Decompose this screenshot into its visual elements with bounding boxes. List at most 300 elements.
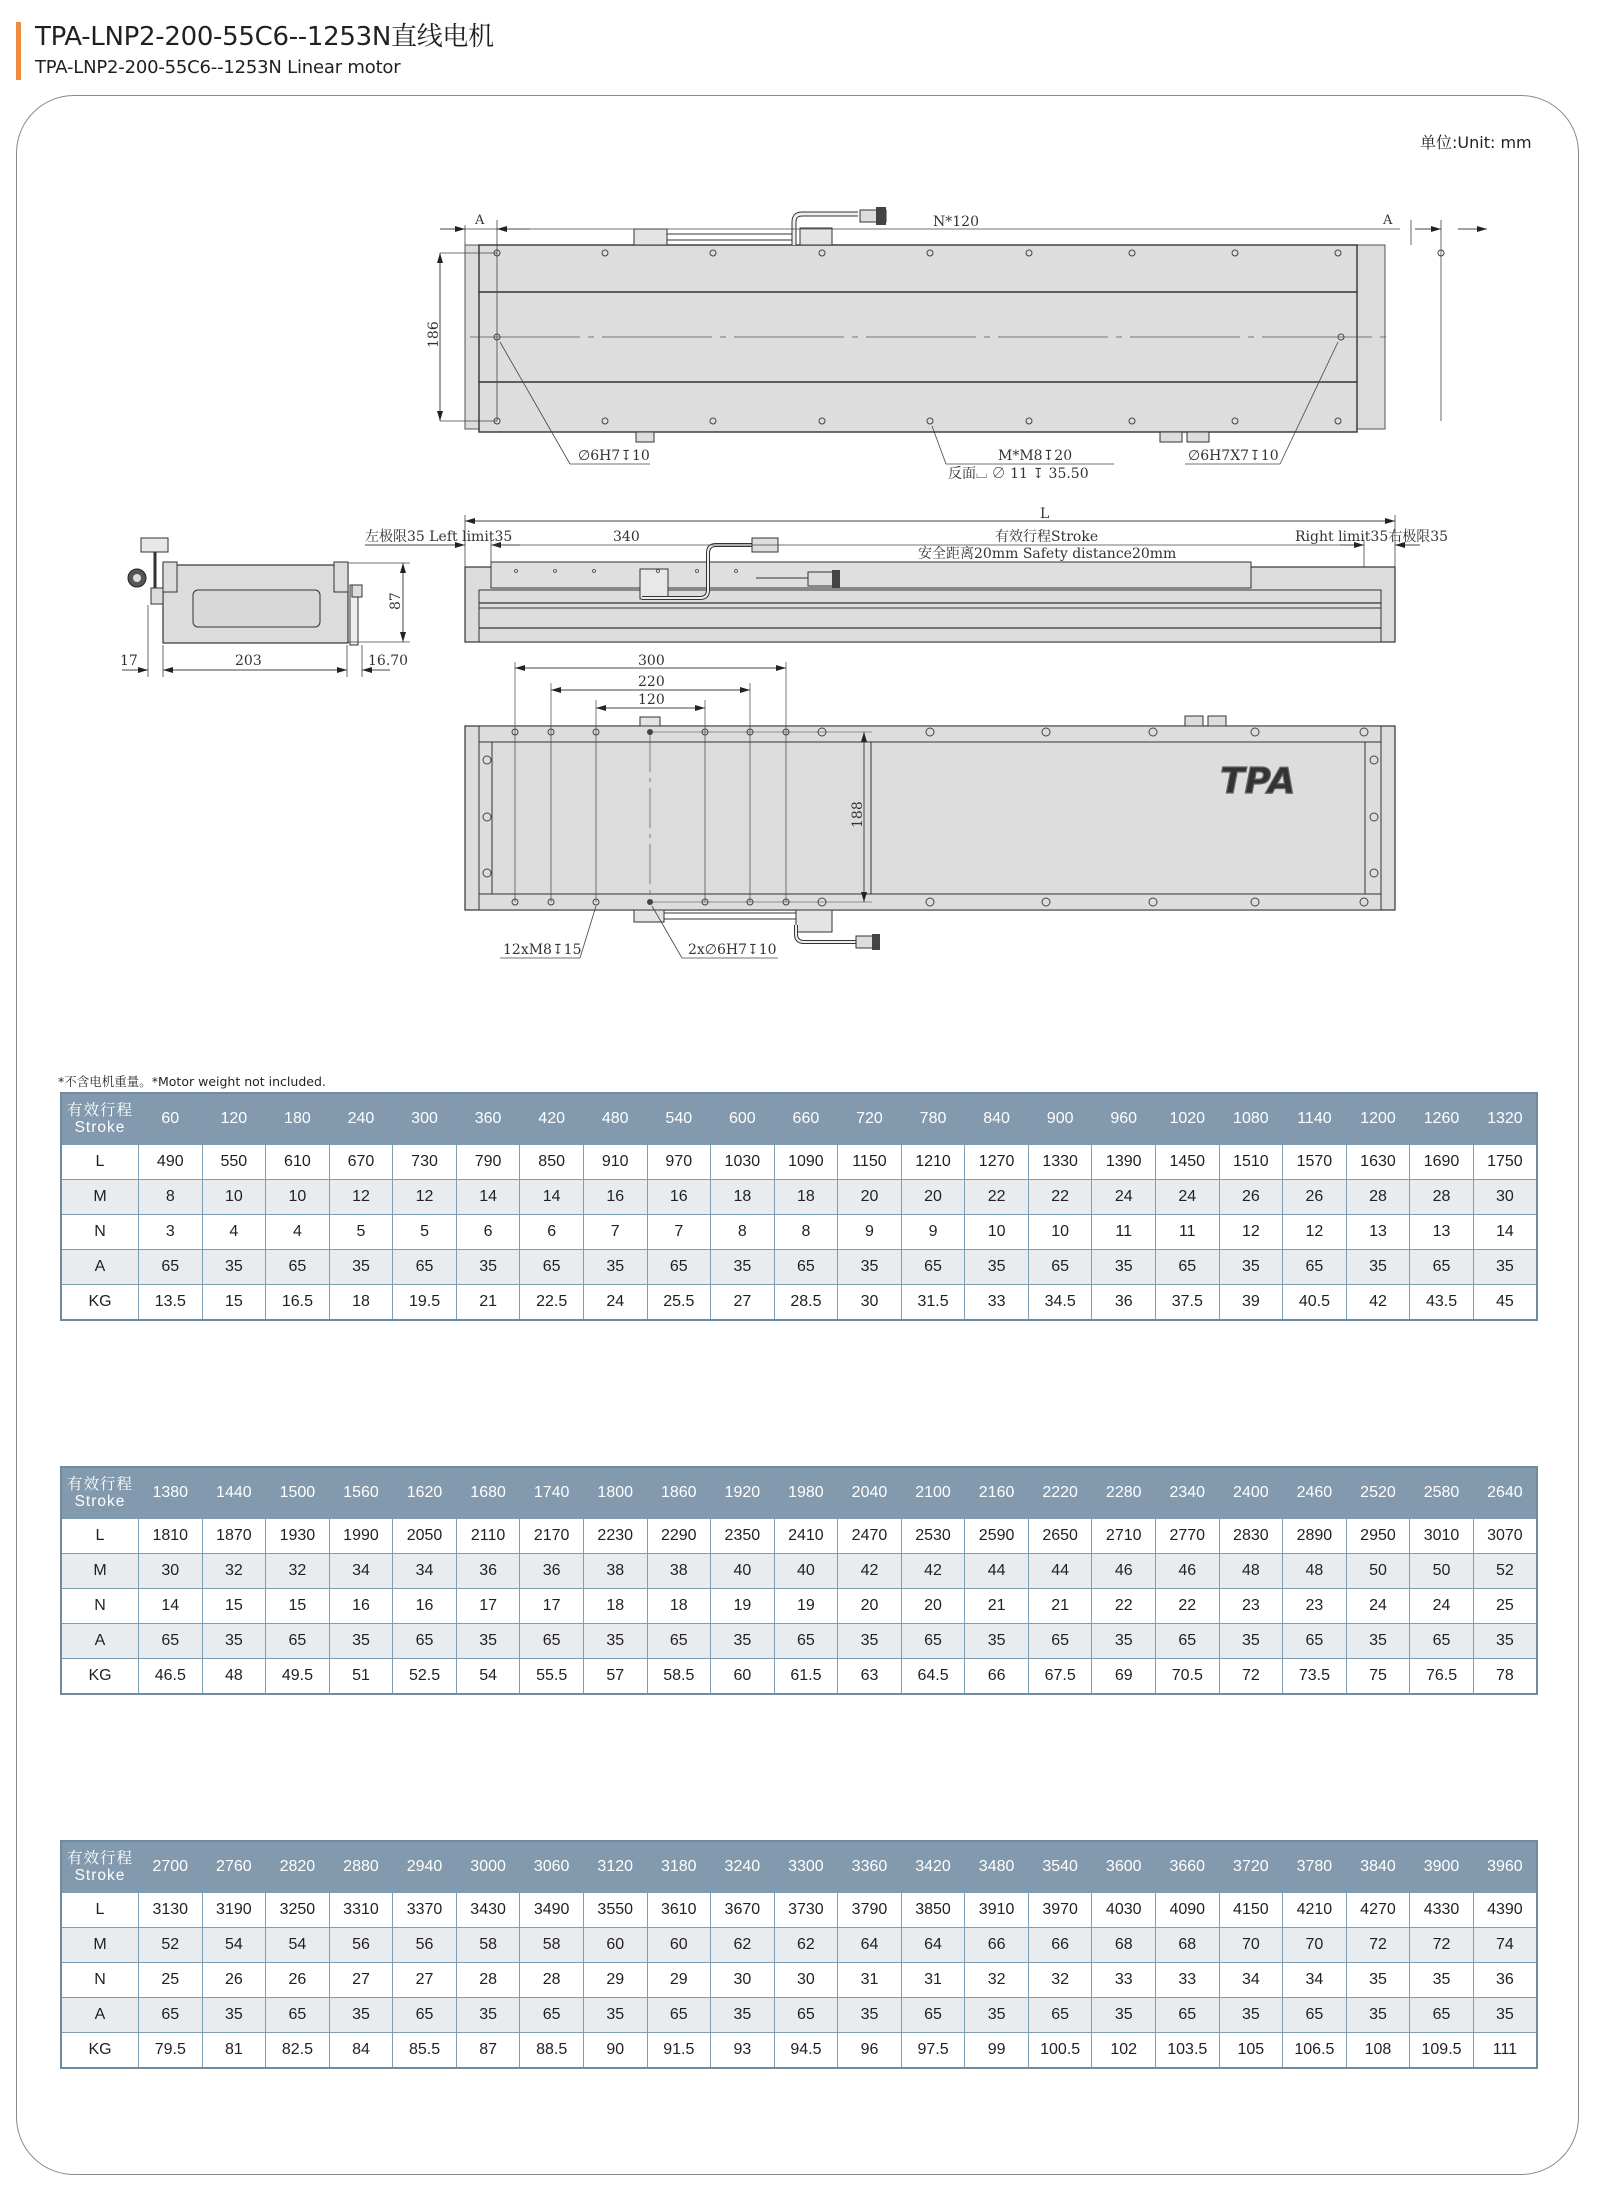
- dim-17: 17: [120, 653, 138, 669]
- table-cell: 62: [711, 1928, 775, 1963]
- table-cell: 35: [965, 1624, 1029, 1659]
- table-cell: 3970: [1028, 1893, 1092, 1928]
- table-cell: 65: [1283, 1624, 1347, 1659]
- table-row: [61, 1893, 1537, 1928]
- stroke-value: 900: [1028, 1093, 1092, 1145]
- table-cell: 111: [1473, 2033, 1537, 2069]
- table-cell: 74: [1473, 1928, 1537, 1963]
- table-cell: 21: [1028, 1589, 1092, 1624]
- table-cell: 72: [1346, 1928, 1410, 1963]
- stroke-value: 2580: [1410, 1467, 1474, 1519]
- table-cell: 3190: [202, 1893, 266, 1928]
- table-cell: 2350: [711, 1519, 775, 1554]
- stroke-label: 有效行程Stroke: [995, 529, 1099, 545]
- table-cell: 60: [583, 1928, 647, 1963]
- row-label: N: [61, 1963, 139, 1998]
- table-cell: 65: [266, 1998, 330, 2033]
- table-cell: 42: [901, 1554, 965, 1589]
- table-cell: 3370: [393, 1893, 457, 1928]
- table-cell: 23: [1219, 1589, 1283, 1624]
- table-cell: 62: [774, 1928, 838, 1963]
- table-cell: 32: [965, 1963, 1029, 1998]
- table-cell: 20: [838, 1180, 902, 1215]
- table-cell: 65: [139, 1250, 203, 1285]
- stroke-value: 3180: [647, 1841, 711, 1893]
- table-cell: 70: [1219, 1928, 1283, 1963]
- table-cell: 6: [456, 1215, 520, 1250]
- row-label: A: [61, 1624, 139, 1659]
- table-cell: 14: [520, 1180, 584, 1215]
- table-cell: 16.5: [266, 1285, 330, 1321]
- table-cell: 63: [838, 1659, 902, 1695]
- table-cell: 33: [965, 1285, 1029, 1321]
- table-cell: 35: [1473, 1250, 1537, 1285]
- table-cell: 39: [1219, 1285, 1283, 1321]
- table-cell: 64: [901, 1928, 965, 1963]
- table-cell: 3: [139, 1215, 203, 1250]
- table-cell: 70.5: [1156, 1659, 1220, 1695]
- table-cell: 60: [647, 1928, 711, 1963]
- table-cell: 550: [202, 1145, 266, 1180]
- table-cell: 35: [1410, 1963, 1474, 1998]
- dim-203: 203: [235, 653, 262, 669]
- table-cell: 27: [393, 1963, 457, 1998]
- stroke-value: 3480: [965, 1841, 1029, 1893]
- dim-pitch: N*120: [933, 214, 979, 230]
- stroke-value: 3000: [456, 1841, 520, 1893]
- stroke-value: 2340: [1156, 1467, 1220, 1519]
- table-cell: 4330: [1410, 1893, 1474, 1928]
- stroke-value: 2040: [838, 1467, 902, 1519]
- table-cell: 49.5: [266, 1659, 330, 1695]
- stroke-value: 300: [393, 1093, 457, 1145]
- dim-l: L: [1040, 506, 1050, 522]
- table-cell: 65: [774, 1624, 838, 1659]
- table-cell: 31: [901, 1963, 965, 1998]
- table-cell: 5: [393, 1215, 457, 1250]
- table-row: [61, 1285, 1537, 1321]
- table-cell: 2710: [1092, 1519, 1156, 1554]
- stroke-value: 3780: [1283, 1841, 1347, 1893]
- stroke-value: 3300: [774, 1841, 838, 1893]
- row-label: L: [61, 1519, 139, 1554]
- table-cell: 2770: [1156, 1519, 1220, 1554]
- table-cell: 15: [202, 1285, 266, 1321]
- table-cell: 2290: [647, 1519, 711, 1554]
- table-cell: 22: [965, 1180, 1029, 1215]
- table-cell: 15: [202, 1589, 266, 1624]
- table-cell: 35: [1092, 1250, 1156, 1285]
- stroke-value: 420: [520, 1093, 584, 1145]
- row-label: L: [61, 1893, 139, 1928]
- table-cell: 56: [329, 1928, 393, 1963]
- table-cell: 61.5: [774, 1659, 838, 1695]
- table-cell: 4150: [1219, 1893, 1283, 1928]
- table-cell: 57: [583, 1659, 647, 1695]
- table-cell: 24: [1092, 1180, 1156, 1215]
- table-cell: 2530: [901, 1519, 965, 1554]
- table-cell: 84: [329, 2033, 393, 2069]
- table-cell: 68: [1156, 1928, 1220, 1963]
- dim-188: 188: [850, 801, 866, 828]
- table-cell: 19: [711, 1589, 775, 1624]
- table-cell: 20: [901, 1180, 965, 1215]
- table-cell: 1330: [1028, 1145, 1092, 1180]
- table-cell: 4030: [1092, 1893, 1156, 1928]
- table-cell: 14: [139, 1589, 203, 1624]
- table-cell: 65: [647, 1998, 711, 2033]
- table-cell: 17: [520, 1589, 584, 1624]
- technical-drawing: [0, 0, 1600, 1060]
- row-label: KG: [61, 1659, 139, 1695]
- table-cell: 70: [1283, 1928, 1347, 1963]
- stroke-value: 1980: [774, 1467, 838, 1519]
- table-cell: 3850: [901, 1893, 965, 1928]
- stroke-header-label: 有效行程 Stroke: [61, 1841, 139, 1893]
- dim-220: 220: [638, 674, 665, 690]
- table-cell: 12: [1219, 1215, 1283, 1250]
- stroke-value: 1500: [266, 1467, 330, 1519]
- table-cell: 24: [1156, 1180, 1220, 1215]
- stroke-value: 3420: [901, 1841, 965, 1893]
- table-cell: 48: [1219, 1554, 1283, 1589]
- table-cell: 65: [774, 1998, 838, 2033]
- table-cell: 4: [202, 1215, 266, 1250]
- table-cell: 87: [456, 2033, 520, 2069]
- table-cell: 2110: [456, 1519, 520, 1554]
- table-row: [61, 1180, 1537, 1215]
- table-cell: 76.5: [1410, 1659, 1474, 1695]
- table-cell: 22: [1156, 1589, 1220, 1624]
- stroke-value: 2220: [1028, 1467, 1092, 1519]
- table-cell: 35: [456, 1998, 520, 2033]
- row-label: N: [61, 1589, 139, 1624]
- table-cell: 42: [1346, 1285, 1410, 1321]
- table-cell: 32: [1028, 1963, 1092, 1998]
- table-cell: 65: [266, 1624, 330, 1659]
- table-cell: 65: [1156, 1624, 1220, 1659]
- stroke-value: 60: [139, 1093, 203, 1145]
- dim-120: 120: [638, 692, 665, 708]
- table-cell: 1150: [838, 1145, 902, 1180]
- table-cell: 1030: [711, 1145, 775, 1180]
- table-cell: 42: [838, 1554, 902, 1589]
- table-cell: 28: [520, 1963, 584, 1998]
- table-cell: 18: [329, 1285, 393, 1321]
- stroke-value: 2100: [901, 1467, 965, 1519]
- table-cell: 35: [1346, 1963, 1410, 1998]
- table-cell: 40.5: [1283, 1285, 1347, 1321]
- table-cell: 18: [711, 1180, 775, 1215]
- table-cell: 54: [456, 1659, 520, 1695]
- table-cell: 35: [329, 1998, 393, 2033]
- spec-table-2: [60, 1466, 1538, 1695]
- table-cell: 35: [1092, 1624, 1156, 1659]
- table-cell: 65: [1410, 1998, 1474, 2033]
- table-cell: 58: [456, 1928, 520, 1963]
- table-cell: 19: [774, 1589, 838, 1624]
- table-cell: 10: [1028, 1215, 1092, 1250]
- table-header-row: [61, 1467, 1537, 1519]
- table-cell: 1810: [139, 1519, 203, 1554]
- table-cell: 66: [1028, 1928, 1092, 1963]
- stroke-value: 2880: [329, 1841, 393, 1893]
- table-cell: 15: [266, 1589, 330, 1624]
- stroke-value: 1260: [1410, 1093, 1474, 1145]
- safety-distance-label: 安全距离20mm Safety distance20mm: [918, 546, 1177, 562]
- table-cell: 35: [1219, 1250, 1283, 1285]
- table-cell: 65: [1028, 1250, 1092, 1285]
- unit-label: 单位:Unit: mm: [1420, 133, 1532, 152]
- table-cell: 65: [520, 1250, 584, 1285]
- page-subtitle: TPA-LNP2-200-55C6--1253N Linear motor: [35, 57, 401, 78]
- table-cell: 102: [1092, 2033, 1156, 2069]
- table-cell: 1690: [1410, 1145, 1474, 1180]
- table-cell: 730: [393, 1145, 457, 1180]
- table-cell: 34: [1283, 1963, 1347, 1998]
- table-cell: 35: [838, 1998, 902, 2033]
- table-cell: 45: [1473, 1285, 1537, 1321]
- table-cell: 1210: [901, 1145, 965, 1180]
- table-cell: 34: [329, 1554, 393, 1589]
- stroke-value: 3900: [1410, 1841, 1474, 1893]
- table-cell: 12: [393, 1180, 457, 1215]
- table-cell: 30: [139, 1554, 203, 1589]
- table-cell: 670: [329, 1145, 393, 1180]
- stroke-value: 2700: [139, 1841, 203, 1893]
- table-cell: 18: [774, 1180, 838, 1215]
- table-cell: 9: [901, 1215, 965, 1250]
- table-cell: 19.5: [393, 1285, 457, 1321]
- table-cell: 8: [139, 1180, 203, 1215]
- table-cell: 55.5: [520, 1659, 584, 1695]
- table-cell: 4210: [1283, 1893, 1347, 1928]
- table-row: [61, 1215, 1537, 1250]
- table-cell: 2050: [393, 1519, 457, 1554]
- table-cell: 36: [1092, 1285, 1156, 1321]
- stroke-value: 720: [838, 1093, 902, 1145]
- table-cell: 32: [266, 1554, 330, 1589]
- table-cell: 25.5: [647, 1285, 711, 1321]
- table-cell: 35: [1473, 1998, 1537, 2033]
- row-label: M: [61, 1928, 139, 1963]
- tpa-logo: TPA: [1220, 761, 1296, 802]
- table-cell: 17: [456, 1589, 520, 1624]
- table-cell: 3670: [711, 1893, 775, 1928]
- weight-note: *不含电机重量。*Motor weight not included.: [58, 1074, 326, 1089]
- table-cell: 28: [456, 1963, 520, 1998]
- table-cell: 68: [1092, 1928, 1156, 1963]
- table-cell: 58.5: [647, 1659, 711, 1695]
- table-cell: 26: [266, 1963, 330, 1998]
- row-label: KG: [61, 1285, 139, 1321]
- table-cell: 64: [838, 1928, 902, 1963]
- callout-top-mid-1: M*M8↧20: [998, 448, 1073, 464]
- table-cell: 28.5: [774, 1285, 838, 1321]
- table-cell: 65: [647, 1250, 711, 1285]
- table-cell: 88.5: [520, 2033, 584, 2069]
- table-cell: 52: [139, 1928, 203, 1963]
- stroke-value: 3840: [1346, 1841, 1410, 1893]
- table-cell: 50: [1410, 1554, 1474, 1589]
- table-cell: 6: [520, 1215, 584, 1250]
- table-cell: 54: [266, 1928, 330, 1963]
- stroke-value: 3660: [1156, 1841, 1220, 1893]
- table-cell: 3070: [1473, 1519, 1537, 1554]
- callout-top-left: ∅6H7↧10: [578, 448, 650, 464]
- stroke-value: 3960: [1473, 1841, 1537, 1893]
- table-cell: 37.5: [1156, 1285, 1220, 1321]
- table-row: [61, 1145, 1537, 1180]
- table-cell: 65: [1156, 1998, 1220, 2033]
- spec-table-1: [60, 1092, 1538, 1321]
- left-limit-label: 左极限35 Left limit35: [365, 529, 513, 545]
- table-cell: 2590: [965, 1519, 1029, 1554]
- row-label: A: [61, 1250, 139, 1285]
- table-cell: 26: [202, 1963, 266, 1998]
- table-cell: 56: [393, 1928, 457, 1963]
- table-cell: 109.5: [1410, 2033, 1474, 2069]
- table-cell: 5: [329, 1215, 393, 1250]
- table-cell: 100.5: [1028, 2033, 1092, 2069]
- row-label: N: [61, 1215, 139, 1250]
- callout-bottom-right: 2x∅6H7↧10: [688, 942, 777, 958]
- table-cell: 35: [583, 1998, 647, 2033]
- table-cell: 35: [1219, 1624, 1283, 1659]
- stroke-value: 840: [965, 1093, 1029, 1145]
- table-cell: 2950: [1346, 1519, 1410, 1554]
- table-cell: 24: [1346, 1589, 1410, 1624]
- page-title: TPA-LNP2-200-55C6--1253N直线电机: [35, 22, 494, 52]
- stroke-value: 2400: [1219, 1467, 1283, 1519]
- table-cell: 850: [520, 1145, 584, 1180]
- table-cell: 12: [329, 1180, 393, 1215]
- table-cell: 73.5: [1283, 1659, 1347, 1695]
- table-cell: 7: [647, 1215, 711, 1250]
- table-cell: 52: [1473, 1554, 1537, 1589]
- table-cell: 30: [774, 1963, 838, 1998]
- table-cell: 75: [1346, 1659, 1410, 1695]
- table-row: [61, 1998, 1537, 2033]
- table-cell: 46.5: [139, 1659, 203, 1695]
- table-cell: 35: [838, 1250, 902, 1285]
- table-cell: 35: [202, 1998, 266, 2033]
- table-cell: 91.5: [647, 2033, 711, 2069]
- table-cell: 11: [1156, 1215, 1220, 1250]
- table-cell: 54: [202, 1928, 266, 1963]
- table-cell: 2170: [520, 1519, 584, 1554]
- table-cell: 2470: [838, 1519, 902, 1554]
- table-cell: 23: [1283, 1589, 1347, 1624]
- table-cell: 910: [583, 1145, 647, 1180]
- table-cell: 40: [711, 1554, 775, 1589]
- table-cell: 3610: [647, 1893, 711, 1928]
- table-cell: 103.5: [1156, 2033, 1220, 2069]
- top-view: [426, 207, 1487, 482]
- stroke-value: 3720: [1219, 1841, 1283, 1893]
- table-cell: 11: [1092, 1215, 1156, 1250]
- table-cell: 16: [647, 1180, 711, 1215]
- table-cell: 65: [1283, 1998, 1347, 2033]
- table-cell: 4390: [1473, 1893, 1537, 1928]
- table-cell: 65: [139, 1624, 203, 1659]
- stroke-value: 1740: [520, 1467, 584, 1519]
- table-cell: 610: [266, 1145, 330, 1180]
- table-cell: 65: [520, 1624, 584, 1659]
- table-cell: 48: [1283, 1554, 1347, 1589]
- stroke-value: 1080: [1219, 1093, 1283, 1145]
- table-cell: 13: [1346, 1215, 1410, 1250]
- row-label: M: [61, 1180, 139, 1215]
- table-cell: 1510: [1219, 1145, 1283, 1180]
- table-cell: 1450: [1156, 1145, 1220, 1180]
- table-row: [61, 1589, 1537, 1624]
- table-cell: 35: [711, 1624, 775, 1659]
- row-label: M: [61, 1554, 139, 1589]
- table-row: [61, 2033, 1537, 2069]
- table-cell: 79.5: [139, 2033, 203, 2069]
- stroke-value: 1320: [1473, 1093, 1537, 1145]
- table-cell: 43.5: [1410, 1285, 1474, 1321]
- table-cell: 64.5: [901, 1659, 965, 1695]
- table-cell: 46: [1092, 1554, 1156, 1589]
- table-cell: 65: [1410, 1624, 1474, 1659]
- stroke-value: 1140: [1283, 1093, 1347, 1145]
- table-cell: 65: [1156, 1250, 1220, 1285]
- stroke-value: 2160: [965, 1467, 1029, 1519]
- table-cell: 9: [838, 1215, 902, 1250]
- table-cell: 1570: [1283, 1145, 1347, 1180]
- table-cell: 105: [1219, 2033, 1283, 2069]
- table-cell: 22: [1028, 1180, 1092, 1215]
- table-cell: 65: [393, 1250, 457, 1285]
- table-cell: 16: [393, 1589, 457, 1624]
- table-cell: 1090: [774, 1145, 838, 1180]
- table-cell: 35: [1346, 1624, 1410, 1659]
- stroke-value: 540: [647, 1093, 711, 1145]
- table-row: [61, 1659, 1537, 1695]
- table-cell: 3430: [456, 1893, 520, 1928]
- table-cell: 790: [456, 1145, 520, 1180]
- table-cell: 1870: [202, 1519, 266, 1554]
- table-cell: 8: [711, 1215, 775, 1250]
- table-cell: 81: [202, 2033, 266, 2069]
- table-cell: 44: [1028, 1554, 1092, 1589]
- dim-186: 186: [426, 321, 442, 348]
- table-cell: 60: [711, 1659, 775, 1695]
- table-cell: 58: [520, 1928, 584, 1963]
- end-view: [120, 538, 410, 677]
- table-cell: 28: [1346, 1180, 1410, 1215]
- table-cell: 29: [647, 1963, 711, 1998]
- stroke-value: 3600: [1092, 1841, 1156, 1893]
- table-cell: 38: [583, 1554, 647, 1589]
- table-cell: 4270: [1346, 1893, 1410, 1928]
- side-view: [365, 506, 1448, 642]
- stroke-value: 1920: [711, 1467, 775, 1519]
- table-cell: 34: [393, 1554, 457, 1589]
- table-cell: 78: [1473, 1659, 1537, 1695]
- stroke-value: 3120: [583, 1841, 647, 1893]
- dim-a-right: A: [1383, 213, 1393, 228]
- stroke-value: 3060: [520, 1841, 584, 1893]
- table-cell: 3010: [1410, 1519, 1474, 1554]
- table-cell: 21: [965, 1589, 1029, 1624]
- table-cell: 30: [711, 1963, 775, 1998]
- table-cell: 65: [901, 1250, 965, 1285]
- table-cell: 2230: [583, 1519, 647, 1554]
- table-cell: 65: [901, 1624, 965, 1659]
